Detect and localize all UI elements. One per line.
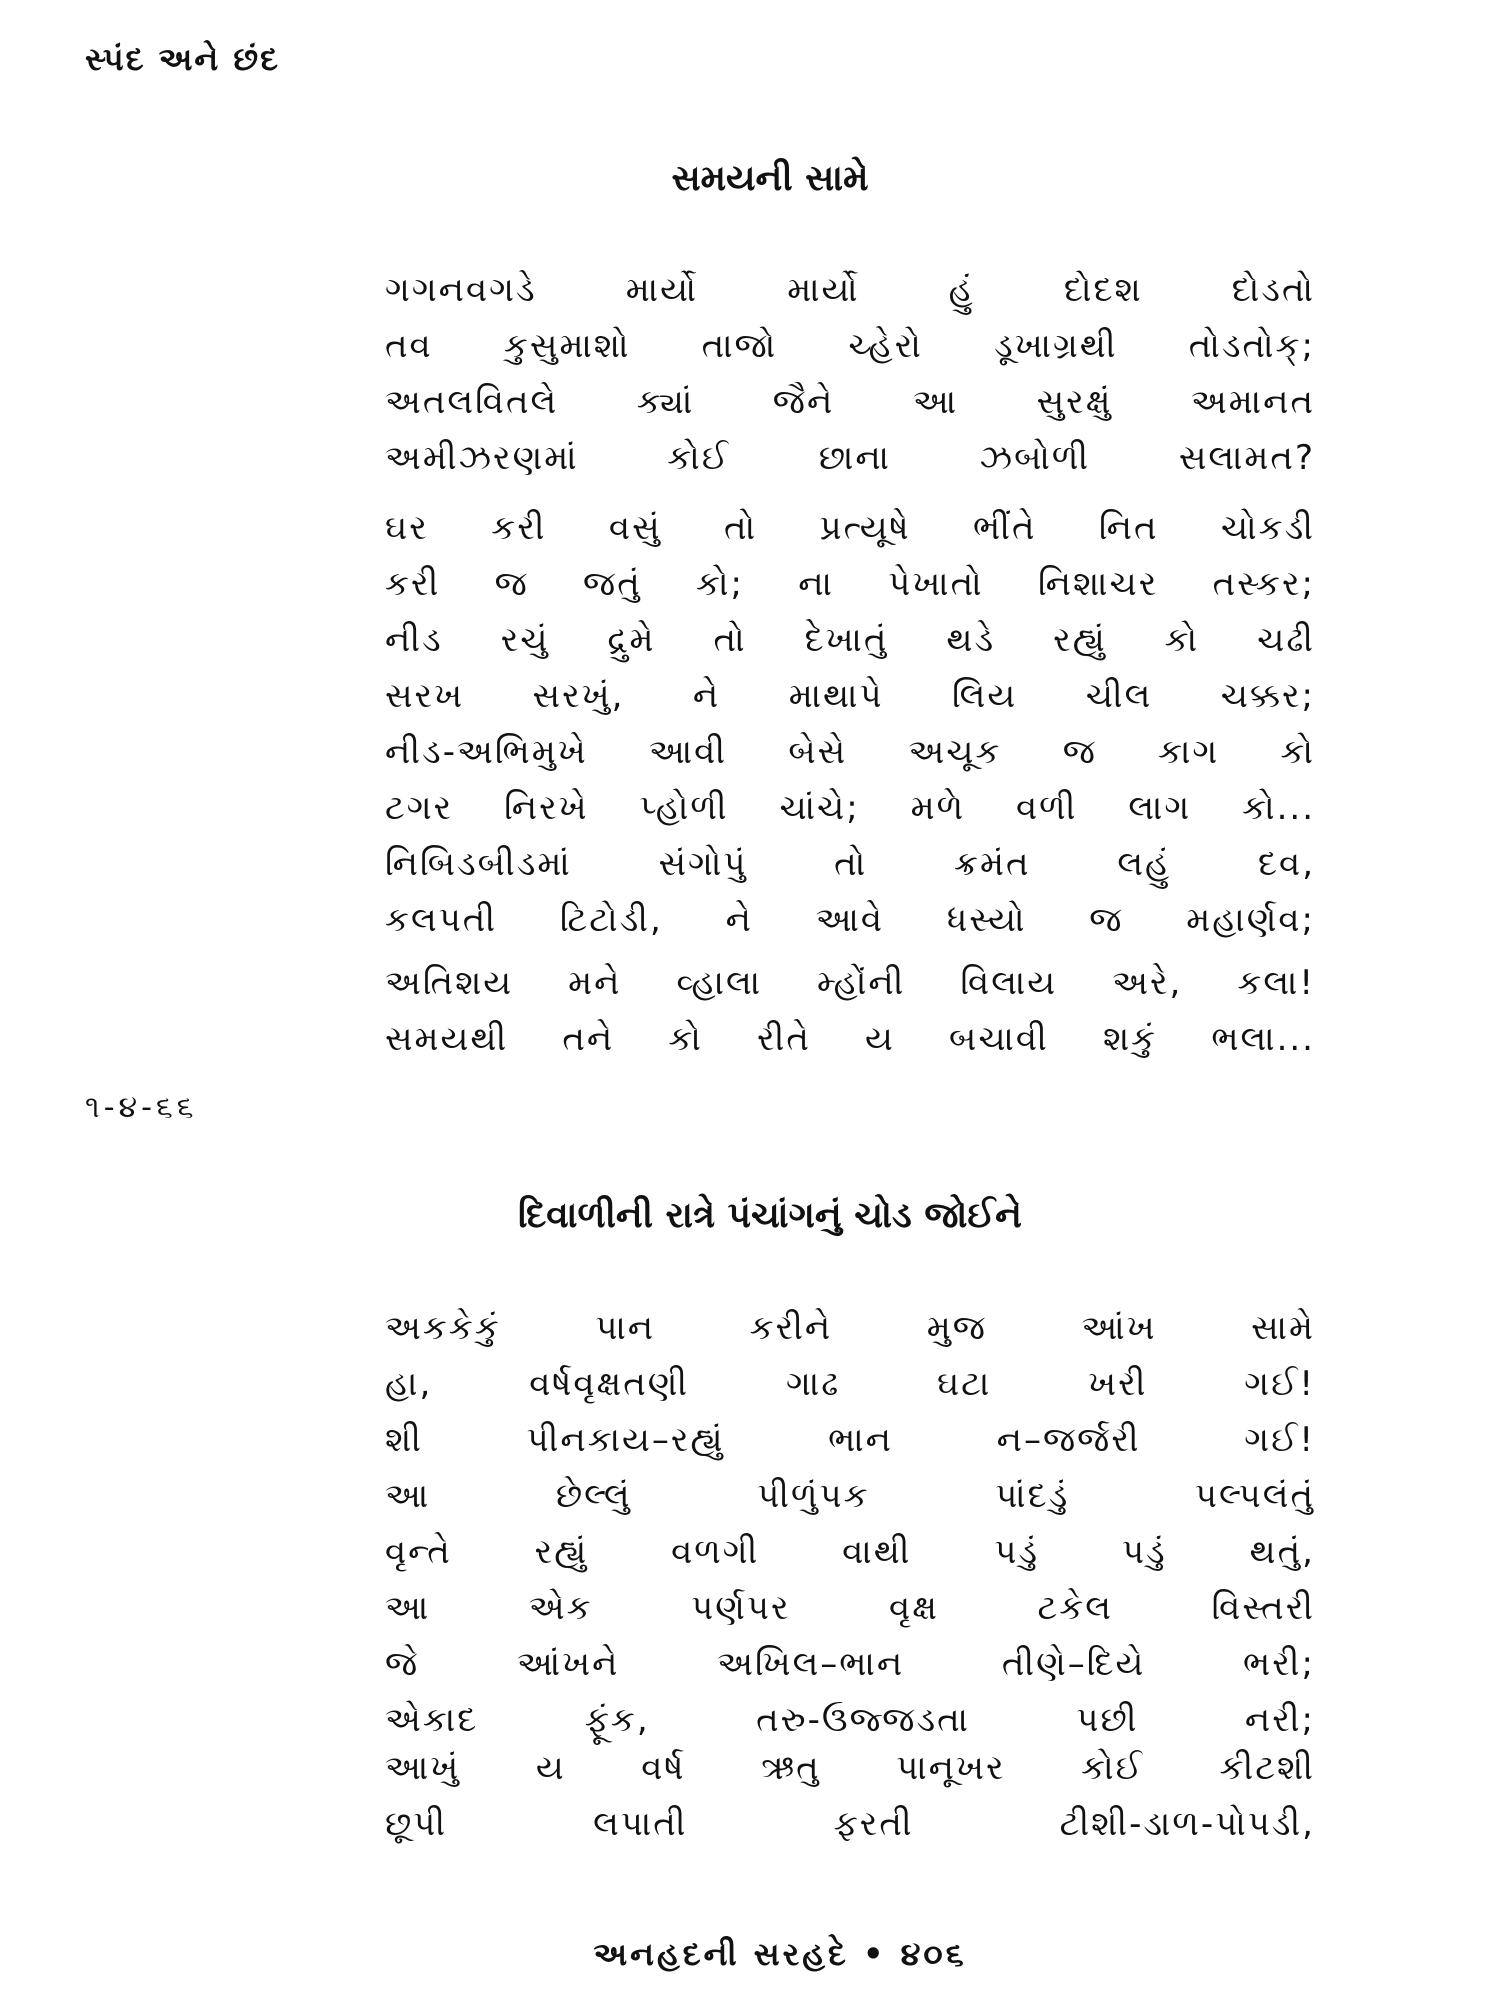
verse-line: અતિશય મને વ્હાલા મ્હોંની વિલાય અરે, કલા! — [385, 963, 1315, 1003]
verse-line: વૃન્તે રહ્યું વળગી વાથી પડું પડું થતું, — [385, 1532, 1315, 1572]
verse-line: તવ કુસુમાશો તાજો ચ્હેરો ડૂખાગ્રથી તોડતોક્; — [385, 326, 1315, 366]
poem-title: દિવાળીની રાત્રે પંચાંગનું ચોડ જોઈને — [517, 1195, 1023, 1236]
verse-line: કલપતી ટિટોડી, ને આવે ધસ્યો જ મહાર્ણવ; — [385, 900, 1315, 940]
verse-line: સરખ સરખું, ને માથાપે લિય ચીલ ચક્કર; — [385, 676, 1315, 716]
running-head: સ્પંદ અને છંદ — [85, 40, 281, 78]
stanza — [385, 262, 1315, 486]
poem-title: સમયની સામે — [671, 158, 869, 199]
verse-line: નિબિડબીડમાં સંગોપું તો ક્રમંત લહું દવ, — [385, 844, 1315, 884]
verse-line: છૂપી લપાતી ફરતી ટીશી-ડાળ-પોપડી, — [385, 1804, 1315, 1844]
verse-line: ટગર નિરખે પ્હોળી ચાંચે; મળે વળી લાગ કો... — [385, 788, 1315, 828]
verse-line: કરી જ જતું કો; ના પેખાતો નિશાચર તસ્કર; — [385, 564, 1315, 604]
verse-line: અતલવિતલે ક્યાં જૈને આ સુરક્ષું અમાનત — [385, 382, 1315, 422]
page-footer: અનહદની સરહદે • ૪૦૬ — [593, 1935, 967, 1973]
verse-line: અકકેકું પાન કરીને મુજ આંખ સામે — [385, 1308, 1315, 1348]
verse-line: સમયથી તને કો રીતે ય બચાવી શકું ભલા... — [385, 1019, 1315, 1059]
verse-line: નીડ-અભિમુખે આવી બેસે અચૂક જ કાગ કો — [385, 732, 1315, 772]
verse-line: આખું ય વર્ષ ઋતુ પાનૂખર કોઈ કીટશી — [385, 1748, 1315, 1788]
poem-date: ૧-૪-૬૬ — [85, 1090, 198, 1125]
verse-line: આ એક પર્ણપર વૃક્ષ ટકેલ વિસ્તરી — [385, 1588, 1315, 1628]
verse-line: હા, વર્ષવૃક્ષતણી ગાઢ ઘટા ખરી ગઈ! — [385, 1364, 1315, 1404]
stanza — [385, 1300, 1315, 1748]
verse-line: નીડ રચું દ્રુમે તો દેખાતું થડે રહ્યું કો ચઢી — [385, 620, 1315, 660]
verse-line: જે આંખને અખિલ–ભાન તીણે–દિયે ભરી; — [385, 1644, 1315, 1684]
stanza — [385, 1740, 1315, 1852]
stanza — [385, 500, 1315, 948]
verse-line: એકાદ ફૂંક, તરુ-ઉજ્જડતા પછી નરી; — [385, 1700, 1315, 1740]
verse-line: ઘર કરી વસું તો પ્રત્યૂષે ભીંતે નિત ચોકડી — [385, 508, 1315, 548]
verse-line: ગગનવગડે માર્યો માર્યો હું દોદશ દોડતો — [385, 270, 1315, 310]
verse-line: આ છેલ્લું પીળુંપક પાંદડું પલ્પલંતું — [385, 1476, 1315, 1516]
stanza — [385, 955, 1315, 1067]
verse-line: શી પીનકાય–રહ્યું ભાન ન–જર્જરી ગઈ! — [385, 1420, 1315, 1460]
verse-line: અમીઝરણમાં કોઈ છાના ઝબોળી સલામત? — [385, 438, 1315, 478]
